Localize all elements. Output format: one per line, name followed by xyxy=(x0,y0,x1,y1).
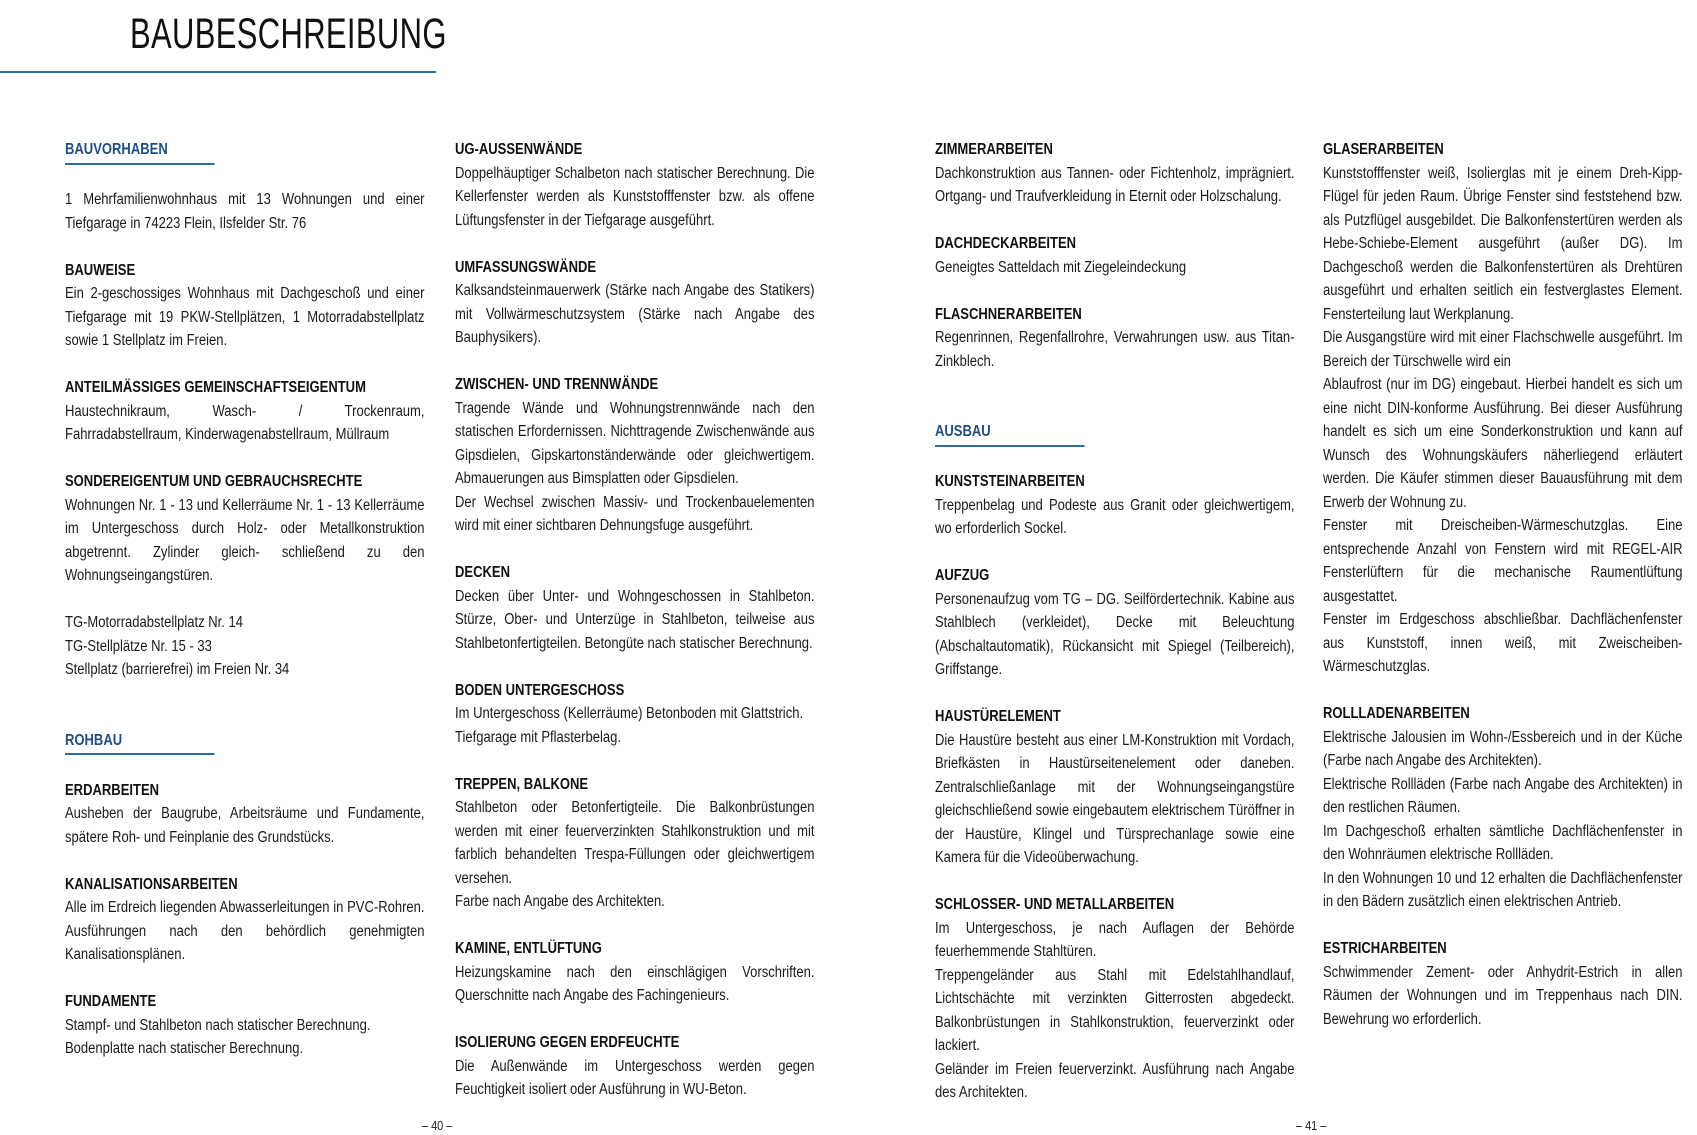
section-heading: KAMINE, ENTLÜFTUNG xyxy=(455,940,602,957)
section-heading: DACHDECKARBEITEN xyxy=(935,235,1077,252)
spacer xyxy=(455,655,815,679)
spacer xyxy=(455,232,815,256)
section-heading: ROLLLADENARBEITEN xyxy=(1323,705,1470,722)
section-paragraph: TG-Stellplätze Nr. 15 - 33 xyxy=(65,637,212,655)
section-paragraph: Im Untergeschoss (Kellerräume) Betonboden mit Glattstrich. xyxy=(455,705,804,722)
spacer xyxy=(65,588,425,612)
column-4 xyxy=(1323,138,1683,1031)
category-heading xyxy=(65,729,425,756)
spacer xyxy=(65,849,425,873)
section-paragraph: Regenrinnen, Regenfallrohre, Verwahrungen usw. aus Titan-Zinkblech. xyxy=(935,329,1295,370)
section-heading: KUNSTSTEINARBEITEN xyxy=(935,473,1085,490)
spacer xyxy=(65,755,425,779)
spacer xyxy=(455,749,815,773)
spacer xyxy=(935,279,1295,303)
spacer xyxy=(65,682,425,706)
section-paragraph: Kalksandsteinmauerwerk (Stärke nach Angabe des Statikers) mit Vollwärmeschutzsystem (Stärke nach Angabe des Bauphysikers). xyxy=(455,282,815,346)
page-title: BAUBESCHREIBUNG xyxy=(130,10,447,58)
section-paragraph: Ein 2-geschossiges Wohnhaus mit Dachgeschoß und einer Tiefgarage mit 19 PKW-Stellplätzen, 1 Motorradabstellplatz sowie 1 Stellplatz im Freien. xyxy=(65,285,425,349)
section-paragraph: Im Untergeschoss, je nach Auflagen der Behörde feuerhemmende Stahltüren. xyxy=(935,919,1295,960)
section-paragraph: Tiefgarage mit Pflasterbelag. xyxy=(455,728,621,746)
section-paragraph: Ablaufrost (nur im DG) eingebaut. Hierbei handelt es sich um eine nicht DIN-konforme Ausführung. Bei dieser Ausführung handelt es sich um eine Sonderkonstruktion und kann auf Wunsch des Wohnungskäufers näherliegend erläutert werden. Die Käufer stimmen dieser Bauausführung mit dem Erwerb der Wohnung zu. xyxy=(1323,376,1683,511)
section-paragraph: Haustechnikraum, Wasch- / Trockenraum, Fahrradabstellraum, Kinderwagenabstellraum, Müllraum xyxy=(65,402,425,443)
section-heading: KANALISATIONSARBEITEN xyxy=(65,875,238,893)
section-paragraph: TG-Motorradabstellplatz Nr. 14 xyxy=(65,614,244,631)
spacer xyxy=(65,967,425,991)
section-paragraph: Elektrische Jalousien im Wohn-/Essbereich und in der Küche (Farbe nach Angabe des Architekten). xyxy=(1323,728,1683,769)
spacer xyxy=(935,373,1295,397)
section-heading: FLASCHNERARBEITEN xyxy=(935,305,1082,323)
spacer xyxy=(65,705,425,729)
section-heading: ZWISCHEN- UND TRENNWÄNDE xyxy=(455,376,659,393)
section-paragraph: Bodenplatte nach statischer Berechnung. xyxy=(65,1040,304,1057)
page-number-left: – 40 – xyxy=(422,1118,453,1133)
section-paragraph: Stampf- und Stahlbeton nach statischer Berechnung. xyxy=(65,1016,371,1034)
section-paragraph: Doppelhäuptiger Schalbeton nach statischer Berechnung. Die Kellerfenster werden als Kunststofffenster bzw. als offene Lüftungsfenster in der Tiefgarage ausgeführt. xyxy=(455,164,815,229)
section-paragraph: Personenaufzug vom TG – DG. Seilfördertechnik. Kabine aus Stahlblech (verkleidet), Decke mit Beleuchtung (Abschaltautomatik), Rückansicht mit Spiegel (Teilbereich), Griffstange. xyxy=(935,590,1295,678)
section-paragraph: Ausheben der Baugrube, Arbeitsräume und Fundamente, spätere Roh- und Feinplanie des Grundstücks. xyxy=(65,805,425,846)
section-heading: BODEN UNTERGESCHOSS xyxy=(455,681,625,699)
section-paragraph: Stahlbeton oder Betonfertigteile. Die Balkonbrüstungen werden mit einer feuerverzinkten Stahlkonstruktion und mit farblich behandelten Trespa-Füllungen oder gleichwertigem versehen. xyxy=(455,799,815,887)
spacer xyxy=(65,165,425,189)
section-paragraph: Schwimmender Zement- oder Anhydrit-Estrich in allen Räumen der Wohnungen und im Treppenhaus nach DIN. Bewehrung wo erforderlich. xyxy=(1323,963,1683,1028)
section-heading: SCHLOSSER- UND METALLARBEITEN xyxy=(935,896,1175,913)
spacer xyxy=(935,397,1295,421)
spacer xyxy=(455,1008,815,1032)
spacer xyxy=(65,235,425,259)
section-paragraph: Elektrische Rollläden (Farbe nach Angabe des Architekten) in den restlichen Räumen. xyxy=(1323,775,1683,816)
spacer xyxy=(65,447,425,471)
section-heading: HAUSTÜRELEMENT xyxy=(935,708,1061,725)
section-paragraph: Die Haustüre besteht aus einer LM-Konstruktion mit Vordach, Briefkästen in Haustürseitenelement oder daneben. Zentralschließanlage mit der Wohnungseingangstüre gleichschließend sowie eingebautem elektrischem Türöffner in der Haustüre, Klingel und Türsprechanlage sowie eine Kamera für die Videoüberwachung. xyxy=(935,731,1295,866)
section-paragraph: Dachkonstruktion aus Tannen- oder Fichtenholz, imprägniert. Ortgang- und Traufverkleidung in Eternit oder Holzschalung. xyxy=(935,164,1295,205)
spacer xyxy=(1323,679,1683,703)
section-paragraph: Alle im Erdreich liegenden Abwasserleitungen in PVC-Rohren. Ausführungen nach den behördlich genehmigten Kanalisationsplänen. xyxy=(65,899,425,963)
section-heading: FUNDAMENTE xyxy=(65,993,157,1010)
section-heading: UG-AUSSENWÄNDE xyxy=(455,141,583,158)
section-paragraph: Stellplatz (barrierefrei) im Freien Nr. 34 xyxy=(65,661,290,678)
section-heading: ERDARBEITEN xyxy=(65,781,160,799)
category-heading xyxy=(65,138,425,165)
column-2 xyxy=(455,138,815,1102)
section-heading: ZIMMERARBEITEN xyxy=(935,141,1053,158)
section-heading: GLASERARBEITEN xyxy=(1323,141,1444,158)
section-heading: SONDEREIGENTUM UND GEBRAUCHSRECHTE xyxy=(65,473,363,490)
section-paragraph: Treppenbelag und Podeste aus Granit oder gleichwertigem, wo erforderlich Sockel. xyxy=(935,496,1295,537)
spacer xyxy=(935,682,1295,706)
section-paragraph: Fenster mit Dreischeiben-Wärmeschutzglas. Eine entsprechende Anzahl von Fenstern wird mit REGEL-AIR Fensterlüftern für die mechanische Raumentlüftung ausgestattet. xyxy=(1323,517,1683,605)
spacer xyxy=(935,209,1295,233)
spacer xyxy=(455,538,815,562)
section-paragraph: Heizungskamine nach den einschlägigen Vorschriften. Querschnitte nach Angabe des Fachingenieurs. xyxy=(455,963,815,1004)
section-paragraph: Treppengeländer aus Stahl mit Edelstahlhandlauf, Lichtschächte mit verzinkten Gitterrosten abgedeckt. Balkonbrüstungen in Stahlkonstruktion, feuerverzinkt oder lackiert. xyxy=(935,966,1295,1054)
section-paragraph: Kunststofffenster weiß, Isolierglas mit je einem Dreh-Kipp-Flügel für jeden Raum. Übrige Fenster sind feststehend bzw. als Putzflügel ausgebildet. Die Balkonfenstertüren werden als Hebe-Schiebe-Element ausgeführt (außer DG). Im Dachgeschoß werden die Balkonfenstertüren als Drehtüren ausgeführt und erhalten seitlich ein festverglastes Element. Fensterteilung laut Werkplanung. xyxy=(1323,164,1683,323)
spacer xyxy=(935,870,1295,894)
section-paragraph: Fenster im Erdgeschoss abschließbar. Dachflächenfenster aus Kunststoff, innen weiß, mit Zweischeiben-Wärmeschutzglas. xyxy=(1323,611,1683,675)
section-paragraph: Wohnungen Nr. 1 - 13 und Kellerräume Nr. 1 - 13 Kellerräume im Untergeschoss durch Holz- oder Metallkonstruktion abgetrennt. Zylinder gleich- schließend zu den Wohnungseingangstüren. xyxy=(65,496,425,584)
section-heading: AUFZUG xyxy=(935,567,990,584)
section-paragraph: In den Wohnungen 10 und 12 erhalten die Dachflächenfenster in den Bädern zusätzlich einen elektrischen Antrieb. xyxy=(1323,869,1683,910)
spacer xyxy=(455,914,815,938)
section-heading: UMFASSUNGSWÄNDE xyxy=(455,258,597,276)
section-paragraph: Die Außenwände im Untergeschoss werden gegen Feuchtigkeit isoliert oder Ausführung in WU-Beton. xyxy=(455,1057,815,1098)
section-paragraph: Tragende Wände und Wohnungstrennwände nach den statischen Erfordernissen. Nichttragende Zwischenwände aus Gipsdielen, Gipskartonständerwände oder gleichwertigem. Abmauerungen aus Bimsplatten oder Gipsdielen. xyxy=(455,399,815,487)
page-number-right: – 41 – xyxy=(1296,1118,1327,1133)
category-title: BAUVORHABEN xyxy=(65,141,168,158)
section-heading: ANTEILMÄSSIGES GEMEINSCHAFTSEIGENTUM xyxy=(65,379,366,396)
section-heading: ISOLIERUNG GEGEN ERDFEUCHTE xyxy=(455,1034,680,1051)
section-paragraph: Geneigtes Satteldach mit Ziegeleindeckung xyxy=(935,258,1187,276)
section-heading: ESTRICHARBEITEN xyxy=(1323,940,1447,957)
section-heading: TREPPEN, BALKONE xyxy=(455,775,589,793)
spacer xyxy=(455,350,815,374)
column-1 xyxy=(65,138,425,1061)
spacer xyxy=(935,541,1295,565)
spacer xyxy=(65,353,425,377)
section-heading: BAUWEISE xyxy=(65,261,136,279)
category-title: AUSBAU xyxy=(935,423,991,440)
section-heading: DECKEN xyxy=(455,564,510,581)
title-underline xyxy=(0,71,436,73)
spacer xyxy=(1323,914,1683,938)
category-heading xyxy=(935,420,1295,447)
section-paragraph: Decken über Unter- und Wohngeschossen in Stahlbeton. Stürze, Ober- und Unterzüge in Stahlbeton, teilweise aus Stahlbetonfertigteilen. Betongüte nach statischer Berechnung. xyxy=(455,587,815,652)
section-paragraph: Geländer im Freien feuerverzinkt. Ausführung nach Angabe des Architekten. xyxy=(935,1060,1295,1101)
section-paragraph: Die Ausgangstüre wird mit einer Flachschwelle ausgeführt. Im Bereich der Türschwelle wird ein xyxy=(1323,329,1683,370)
category-title: ROHBAU xyxy=(65,731,123,749)
section-paragraph: Farbe nach Angabe des Architekten. xyxy=(455,893,665,910)
section-paragraph: Im Dachgeschoß erhalten sämtliche Dachflächenfenster in den Wohnräumen elektrische Rollläden. xyxy=(1323,822,1683,863)
spacer xyxy=(935,447,1295,471)
section-paragraph: 1 Mehrfamilienwohnhaus mit 13 Wohnungen und einer Tiefgarage in 74223 Flein, Ilsfelder Str. 76 xyxy=(65,191,425,232)
section-paragraph: Der Wechsel zwischen Massiv- und Trockenbauelementen wird mit einer sichtbaren Dehnungsfuge ausgeführt. xyxy=(455,493,815,534)
column-3 xyxy=(935,138,1295,1105)
